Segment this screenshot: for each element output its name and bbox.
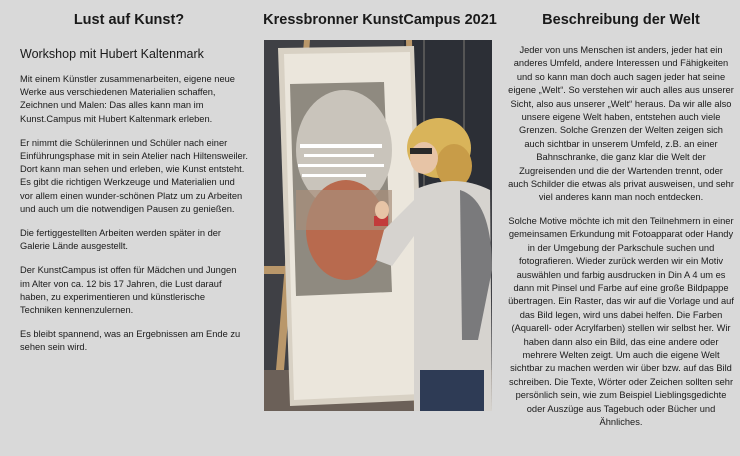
left-column: [0, 0, 258, 355]
workshop-subheading: Workshop mit Hubert Kaltenmark: [20, 47, 204, 61]
right-paragraph-2: Solche Motive möchte ich mit den Teilnehmern in einer gemeinsamen Erkundung mit Fotoapparat oder Handy in der Umgebung der Parkschule suchen und fotografieren. Wieder zurück werden wir ein Motiv auswählen und farbig ausdrucken in Din A 4 um es dann mit Pinsel und Farbe auf eine große Bildpappe übertragen. Ein Raster, das wir auf die Vorlage und auf das Bild legen, wird uns dabei helfen. Die Farben (Aquarell- oder Acrylfarben) stellen wir selbst her. Wir haben dann also ein Bild, das eine andere oder mehrere Welten zeigt. Um auch die eigene Welt sichtbar zu machen werden wir über bzw. auf das Bild schreiben. Die Texte, Wörter oder Zeichen sollten sehr persönlich sein, wie zum Beispiel Lieblingsgedichte oder Auszüge aus Tagebuch oder Bücher und Ähnliches.: [508, 215, 734, 427]
left-paragraph-5: Es bleibt spannend, was an Ergebnissen am Ende zu sehen sein wird.: [20, 329, 241, 353]
workshop-photo: [264, 40, 492, 411]
right-heading: Beschreibung der Welt: [542, 12, 700, 28]
photo-illustration: [264, 40, 492, 411]
right-column: [502, 0, 740, 429]
right-paragraph-1: Jeder von uns Menschen ist anders, jeder hat ein anderes Umfeld, andere Interessen und Fähigkeiten und so kann man doch auch sagen jeder hat seine eigene „Welt“. So verstehen wir auch alles aus unserer Sicht, also aus unserer „Welt“ heraus. Da wir alle also unsere eigene Welt haben, entstehen auch viele Grenzen. Solche Grenzen der Welten zeigen sich auch sichtbar in unserem Umfeld, z.B. an einer Bahnschranke, die ganz klar die Welt der Zugreisenden und die der Wartenden trennt, oder auch Schilder die etwas als privat ausweisen, und sehr viel anderes kann man noch entdecken.: [508, 45, 734, 203]
middle-column: [258, 0, 502, 30]
left-heading: Lust auf Kunst?: [73, 12, 185, 28]
middle-heading: Kressbronner KunstCampus 2021: [263, 12, 497, 28]
left-paragraph-3: Die fertiggestellten Arbeiten werden später in der Galerie Lände ausgestellt.: [20, 228, 222, 252]
left-paragraph-2: Er nimmt die Schülerinnen und Schüler nach einer Einführungsphase mit in sein Atelier nach Hiltensweiler. Dort kann man sehen und erleben, wie Kunst entsteht. Es gibt die richtigen Werkzeuge und Materialien und vor allem einen wunder-schönen Platz um zu Arbeiten und auch um die notwendigen Pausen zu genießen.: [20, 137, 248, 214]
left-paragraph-1: Mit einem Künstler zusammenarbeiten, eigene neue Werke aus verschiedenen Materialien schaffen, Zeichnen und Malen: Das alles kann man im Kunst.Campus mit Hubert Kaltenmark erleben.: [20, 74, 235, 124]
left-paragraph-4: Der KunstCampus ist offen für Mädchen und Jungen im Alter von ca. 12 bis 17 Jahren, die Lust darauf haben, zu experimentieren und künstlerische Techniken kennenzulernen.: [20, 265, 237, 316]
